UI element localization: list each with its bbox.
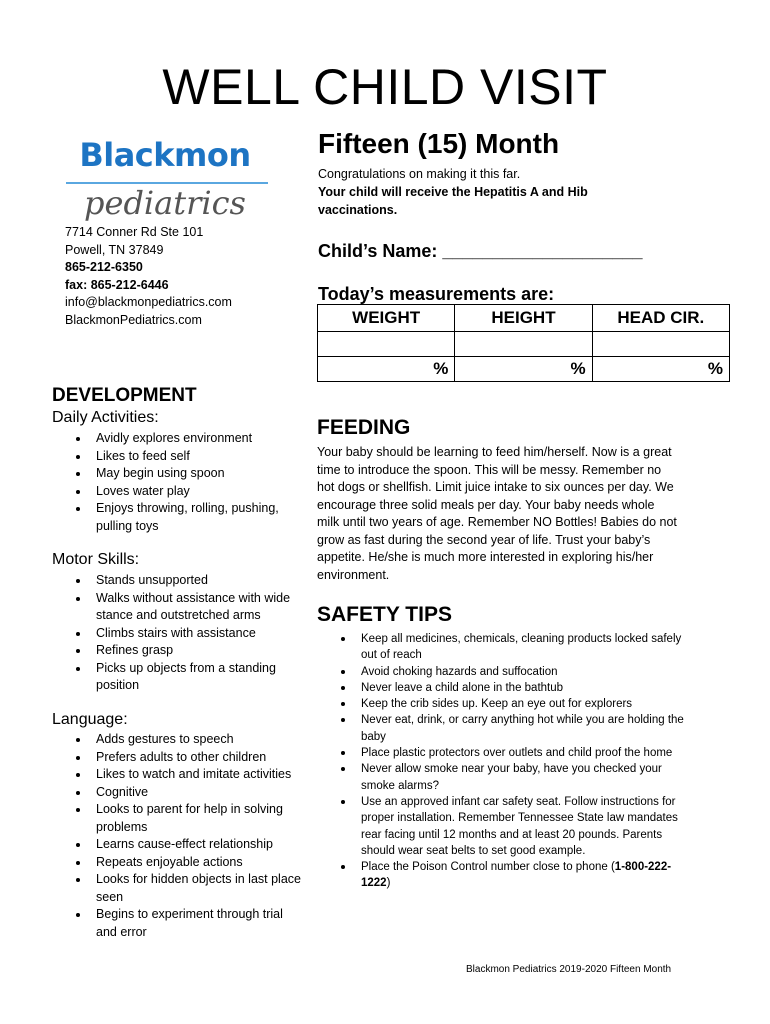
logo-wordmark-bottom: pediatrics [84,184,246,222]
poison-control-suffix: ) [386,877,391,890]
list-item: Climbs stairs with assistance [52,625,302,643]
list-item: Loves water play [52,483,302,501]
measurements-value-row [318,332,730,357]
vaccination-note: Your child will receive the Hepatitis A and Hib vaccinations. [318,185,588,217]
height-value-cell [455,332,592,357]
safety-tips-list [317,631,689,892]
list-item: Looks for hidden objects in last place seen [52,871,302,906]
poison-control-number: 1-800-222-1222 [361,861,672,890]
visit-subtitle: Fifteen (15) Month [318,128,560,159]
feeding-heading: FEEDING [317,416,411,439]
logo-wordmark-top: Blackmon [79,136,251,174]
list-item: Never eat, drink, or carry anything hot while you are holding the baby [317,712,689,745]
list-item: Use an approved infant car safety seat. Follow instructions for proper installation. Remember Tennessee State law mandates rear facing until 12 months and at least 20 pounds. Parents should wear seat belts to set good example. [317,794,689,859]
list-item: Refines grasp [52,642,302,660]
website: BlackmonPediatrics.com [65,312,202,327]
motor-skills-heading: Motor Skills: [52,551,140,568]
safety-tips-heading: SAFETY TIPS [317,603,452,626]
congratulations-block [318,165,638,219]
list-item: Learns cause-effect relationship [52,836,302,854]
page-footer: Blackmon Pediatrics 2019-2020 Fifteen Month [466,964,672,975]
phone-number: 865-212-6350 [65,260,143,274]
fax-number: fax: 865-212-6446 [65,277,169,292]
poison-control-text: Place the Poison Control number close to phone ( [361,861,615,874]
measurements-table [317,304,730,382]
email-address: info@blackmonpediatrics.com [65,295,232,309]
measurements-header-row [318,305,730,332]
list-item: Looks to parent for help in solving problems [52,801,302,836]
list-item: Never allow smoke near your baby, have you checked your smoke alarms? [317,761,689,794]
weight-value-cell [318,332,455,357]
list-item: Repeats enjoyable actions [52,854,302,872]
blackmon-pediatrics-logo [62,132,268,222]
weight-header: WEIGHT [318,305,455,332]
list-item: Stands unsupported [52,572,302,590]
list-item: Cognitive [52,784,302,802]
list-item: Likes to watch and imitate activities [52,766,302,784]
address-line-1: 7714 Conner Rd Ste 101 [65,225,204,239]
list-item: Prefers adults to other children [52,749,302,767]
contact-info [65,224,232,329]
feeding-paragraph: Your baby should be learning to feed him/herself. Now is a great time to introduce the spoon. This will be messy. Remember no hot dogs or shellfish. Limit juice intake to six ounces per day. We encourage three solid meals per day. Your baby needs whole milk until two years of age. Remember NO Bottles! Babies do not grow as fast during the second year of life. Trust your baby’s appetite. He/she is much more interested in exploring his/her environment. [317,445,677,582]
measurements-percentile-row [318,357,730,382]
height-percentile-cell: % [455,357,592,382]
list-item: Begins to experiment through trial and error [52,906,302,941]
list-item: May begin using spoon [52,465,302,483]
list-item: Picks up objects from a standing position [52,660,302,695]
list-item: Avoid choking hazards and suffocation [317,664,689,680]
congratulations-text: Congratulations on making it this far. [318,167,521,181]
list-item: Walks without assistance with wide stance and outstretched arms [52,590,302,625]
list-item: Adds gestures to speech [52,731,302,749]
daily-activities-heading: Daily Activities: [52,409,159,426]
height-header: HEIGHT [455,305,592,332]
head-circumference-value-cell [592,332,729,357]
poison-control-item [317,859,689,892]
list-item: Never leave a child alone in the bathtub [317,680,689,696]
list-item: Place plastic protectors over outlets and child proof the home [317,745,689,761]
page-title: WELL CHILD VISIT [162,59,608,115]
motor-skills-list [52,572,302,695]
list-item: Keep the crib sides up. Keep an eye out for explorers [317,696,689,712]
list-item: Avidly explores environment [52,430,302,448]
head-circumference-percentile-cell: % [592,357,729,382]
language-list [52,731,302,941]
list-item: Keep all medicines, chemicals, cleaning products locked safely out of reach [317,631,689,664]
daily-activities-list [52,430,302,535]
measurements-title: Today’s measurements are: [318,284,555,304]
head-circumference-header: HEAD CIR. [592,305,729,332]
child-name-field: Child’s Name: ____________________ [318,241,643,261]
address-line-2: Powell, TN 37849 [65,242,164,257]
weight-percentile-cell: % [318,357,455,382]
list-item: Enjoys throwing, rolling, pushing, pulling toys [52,500,302,535]
development-heading: DEVELOPMENT [52,385,197,406]
language-heading: Language: [52,711,128,728]
list-item: Likes to feed self [52,448,302,466]
